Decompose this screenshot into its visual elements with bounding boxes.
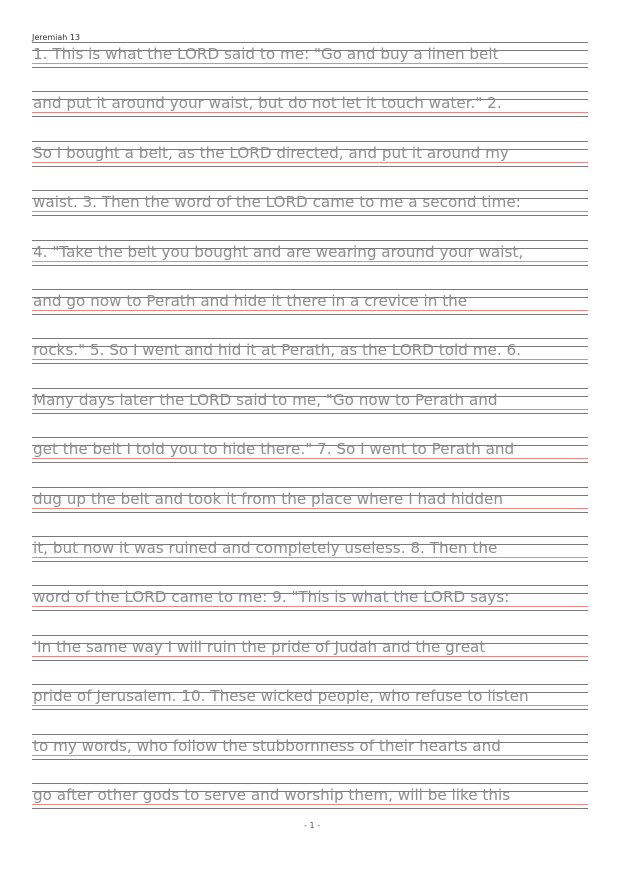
baseline-rule bbox=[32, 705, 588, 706]
guide-rule bbox=[32, 314, 588, 315]
guide-rule bbox=[32, 265, 588, 266]
baseline-rule bbox=[32, 804, 588, 805]
tracing-text: go after other gods to serve and worship them, will be like this bbox=[33, 786, 511, 804]
tracing-text: and put it around your waist, but do not let it touch water." 2. bbox=[33, 94, 502, 113]
guide-rule bbox=[32, 684, 588, 685]
guide-rule bbox=[32, 808, 588, 809]
writing-line bbox=[32, 684, 588, 718]
guide-rule bbox=[32, 289, 588, 290]
guide-rule bbox=[32, 610, 588, 611]
guide-rule bbox=[32, 42, 588, 43]
tracing-text: 1. This is what the LORD said to me: "Go and buy a linen belt bbox=[33, 45, 499, 63]
guide-rule bbox=[32, 190, 588, 191]
tracing-text: and go now to Perath and hide it there in a crevice in the bbox=[33, 292, 468, 310]
guide-rule bbox=[32, 536, 588, 537]
writing-line bbox=[32, 487, 588, 521]
baseline-rule bbox=[32, 63, 588, 64]
guide-rule bbox=[32, 437, 588, 438]
guide-rule bbox=[32, 585, 588, 586]
baseline-rule bbox=[32, 310, 588, 311]
writing-line bbox=[32, 734, 588, 768]
guide-rule bbox=[32, 116, 588, 117]
baseline-rule bbox=[32, 409, 588, 410]
writing-line bbox=[32, 783, 588, 817]
guide-rule bbox=[32, 388, 588, 389]
tracing-text: dug up the belt and took it from the place where I had hidden bbox=[33, 489, 504, 508]
tracing-text: to my words, who follow the stubbornness of their hearts and bbox=[33, 736, 501, 755]
guide-rule bbox=[32, 635, 588, 636]
baseline-rule bbox=[32, 112, 588, 113]
guide-rule bbox=[32, 363, 588, 364]
guide-rule bbox=[32, 338, 588, 339]
writing-line bbox=[32, 240, 588, 274]
guide-rule bbox=[32, 783, 588, 784]
writing-line bbox=[32, 388, 588, 422]
baseline-rule bbox=[32, 656, 588, 657]
tracing-text: waist. 3. Then the word of the LORD came to me a second time: bbox=[33, 193, 521, 212]
writing-line bbox=[32, 536, 588, 570]
tracing-text: So I bought a belt, as the LORD directed, and put it around my bbox=[33, 143, 509, 162]
writing-line bbox=[32, 141, 588, 175]
guide-rule bbox=[32, 660, 588, 661]
writing-line bbox=[32, 91, 588, 125]
guide-rule bbox=[32, 413, 588, 414]
guide-rule bbox=[32, 462, 588, 463]
guide-rule bbox=[32, 166, 588, 167]
writing-line bbox=[32, 585, 588, 619]
guide-rule bbox=[32, 709, 588, 710]
tracing-text: 'In the same way I will ruin the pride of Judah and the great bbox=[33, 637, 486, 656]
baseline-rule bbox=[32, 508, 588, 509]
tracing-text: 4. "Take the belt you bought and are wearing around your waist, bbox=[33, 242, 524, 261]
baseline-rule bbox=[32, 261, 588, 262]
baseline-rule bbox=[32, 458, 588, 459]
guide-rule bbox=[32, 561, 588, 562]
guide-rule bbox=[32, 487, 588, 488]
page-header-title: Jeremiah 13 bbox=[32, 33, 81, 42]
guide-rule bbox=[32, 141, 588, 142]
guide-rule bbox=[32, 67, 588, 68]
guide-rule bbox=[32, 215, 588, 216]
baseline-rule bbox=[32, 162, 588, 163]
tracing-text: rocks." 5. So I went and hid it at Perath, as the LORD told me. 6. bbox=[33, 341, 521, 360]
guide-rule bbox=[32, 240, 588, 241]
baseline-rule bbox=[32, 557, 588, 558]
tracing-text: word of the LORD came to me: 9. "This is what the LORD says: bbox=[33, 588, 510, 607]
baseline-rule bbox=[32, 755, 588, 756]
guide-rule bbox=[32, 91, 588, 92]
baseline-rule bbox=[32, 359, 588, 360]
tracing-text: pride of Jerusalem. 10. These wicked people, who refuse to listen bbox=[33, 687, 529, 706]
guide-rule bbox=[32, 759, 588, 760]
writing-line bbox=[32, 42, 588, 76]
writing-line bbox=[32, 289, 588, 323]
writing-line bbox=[32, 437, 588, 471]
tracing-text: get the belt I told you to hide there." 7. So I went to Perath and bbox=[33, 440, 515, 459]
guide-rule bbox=[32, 512, 588, 513]
tracing-text: Many days later the LORD said to me, "Go now to Perath and bbox=[33, 390, 498, 409]
page-number: - 1 - bbox=[304, 821, 320, 830]
writing-line bbox=[32, 338, 588, 372]
guide-rule bbox=[32, 734, 588, 735]
baseline-rule bbox=[32, 606, 588, 607]
tracing-text: it, but now it was ruined and completely useless. 8. Then the bbox=[33, 539, 498, 557]
baseline-rule bbox=[32, 211, 588, 212]
writing-line bbox=[32, 190, 588, 224]
writing-line bbox=[32, 635, 588, 669]
